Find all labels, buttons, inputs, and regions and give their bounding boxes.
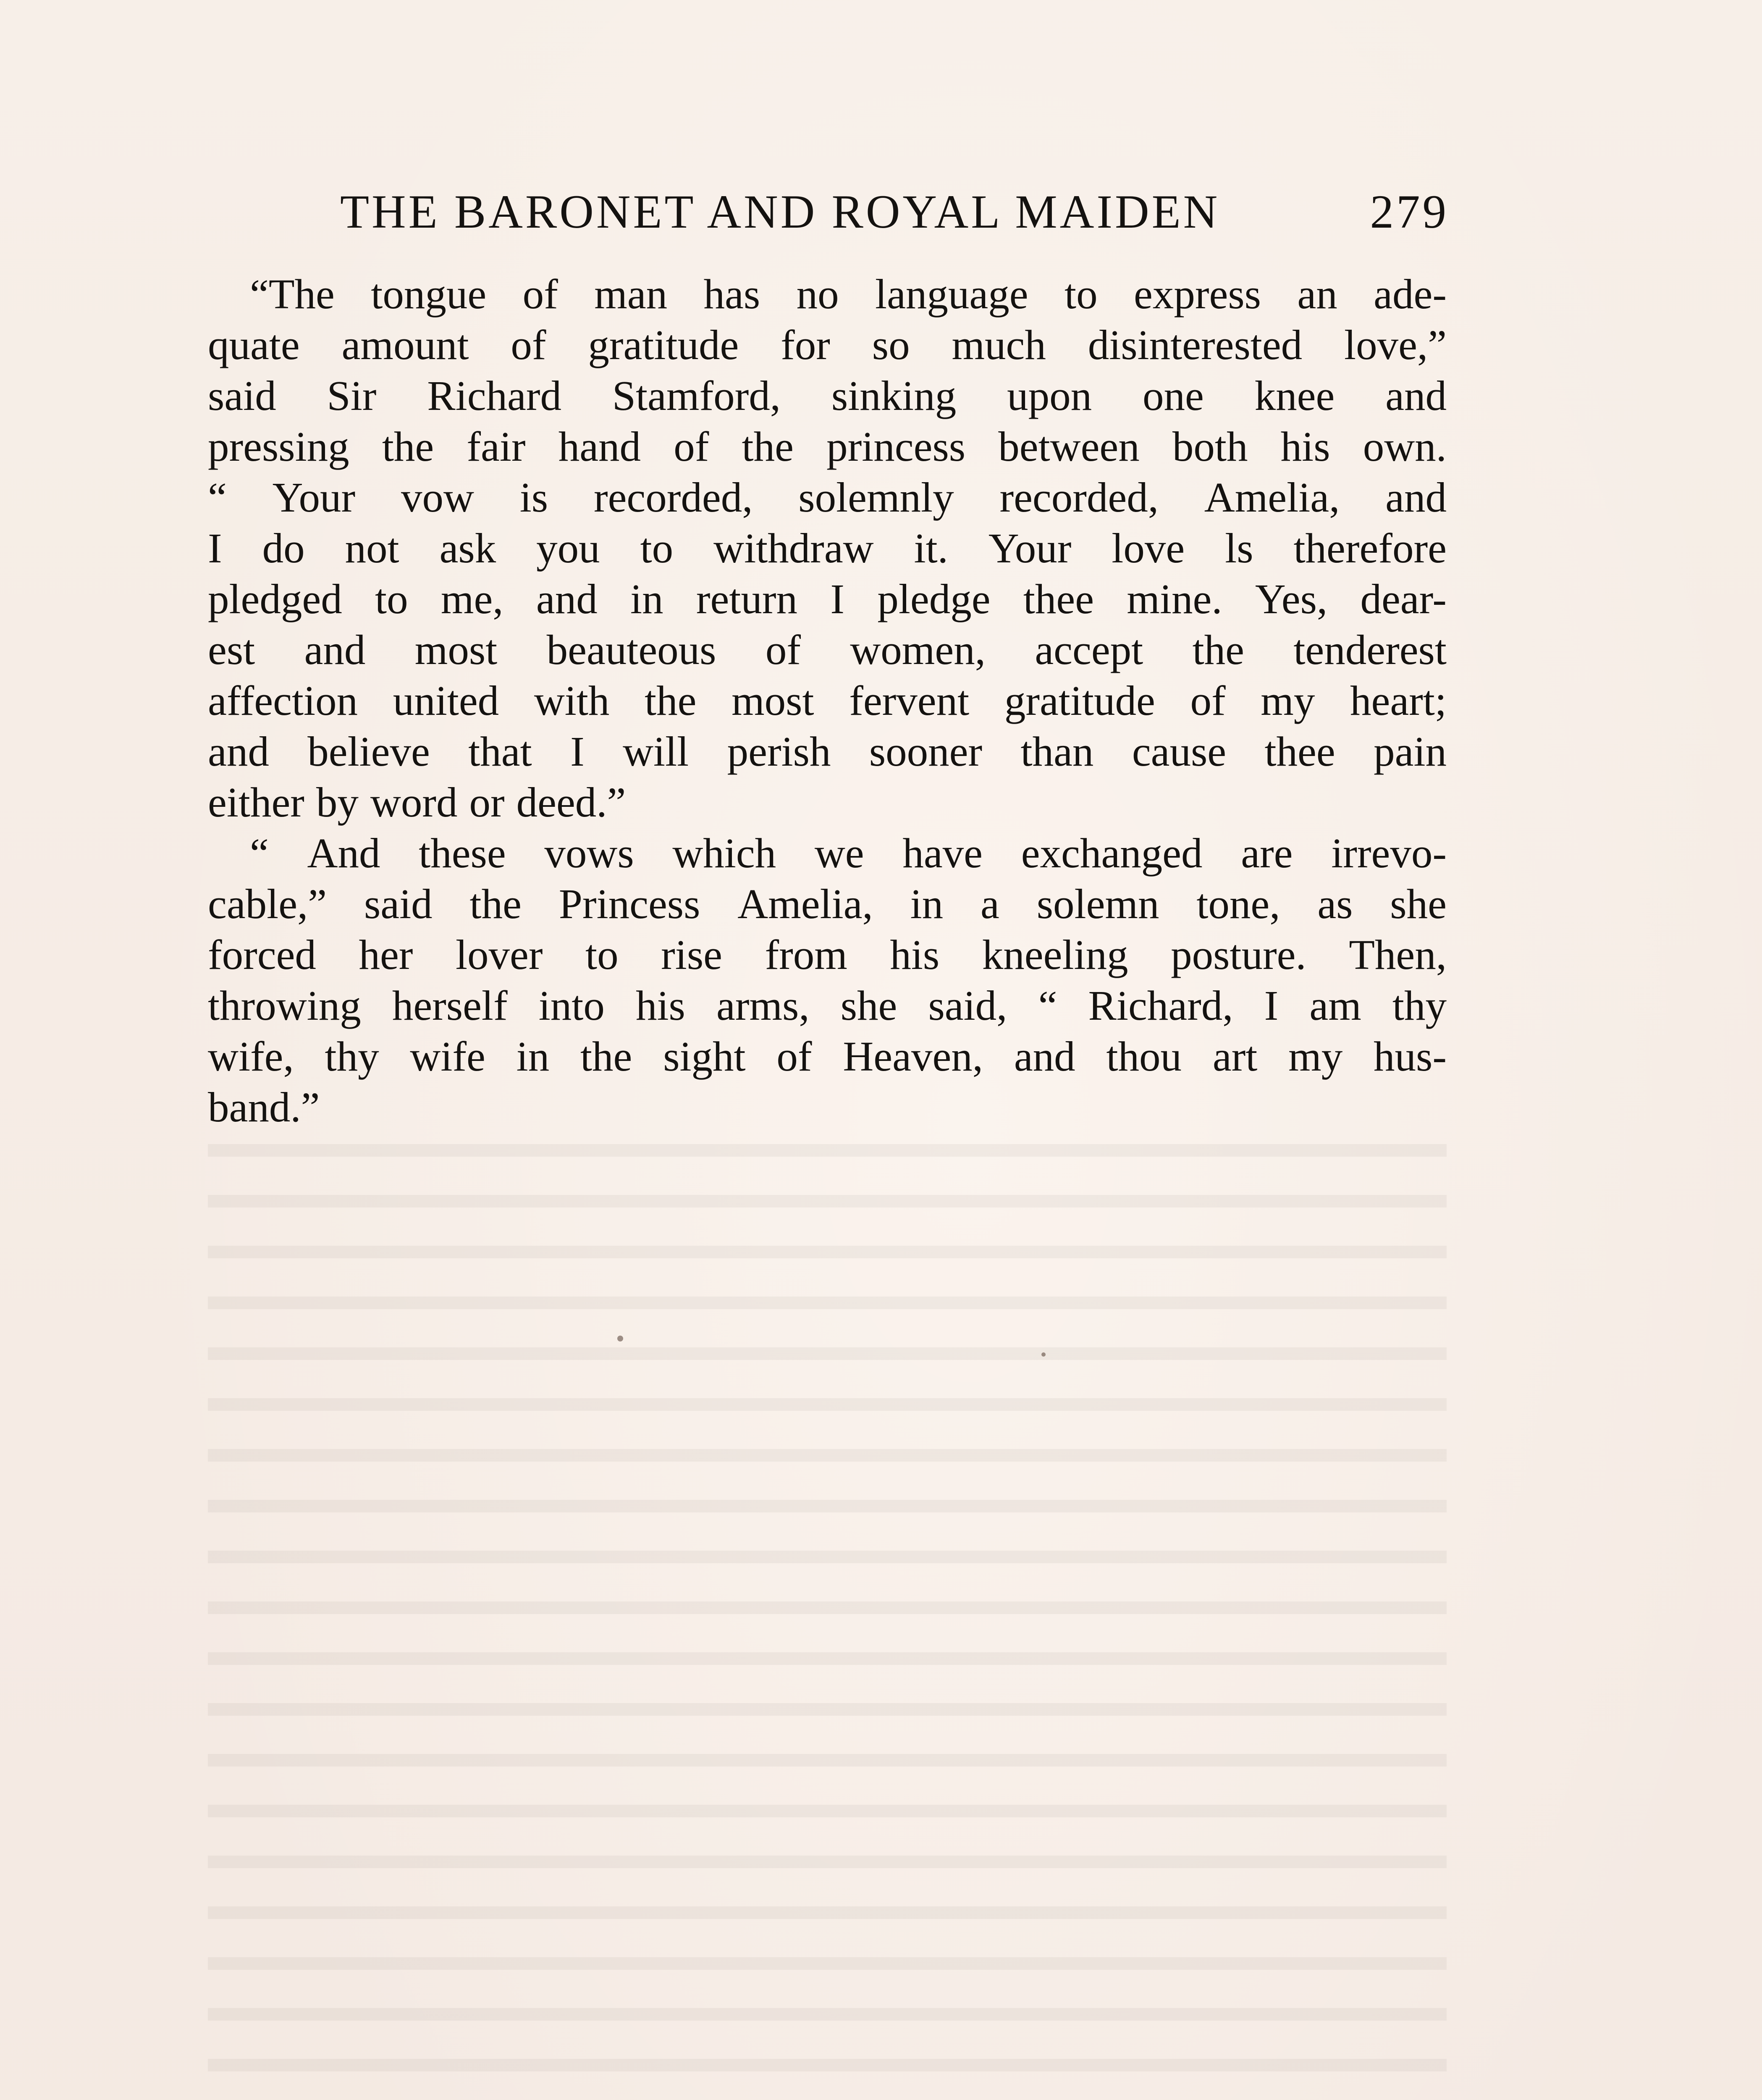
word: it.	[914, 525, 948, 572]
word: hand	[558, 423, 641, 470]
word: own.	[1363, 423, 1447, 470]
word: kneeling	[982, 931, 1128, 978]
word: which	[672, 830, 776, 877]
word: in	[516, 1033, 550, 1080]
text-line	[208, 777, 1447, 828]
word: Stamford,	[612, 372, 781, 419]
word: and	[1385, 474, 1447, 521]
word: knee	[1254, 372, 1335, 419]
word: no	[796, 270, 839, 318]
word: Amelia,	[737, 880, 873, 927]
word: thou	[1106, 1033, 1182, 1080]
body-text	[208, 269, 1447, 1133]
word: pressing	[208, 423, 349, 470]
text-line	[208, 421, 1447, 472]
word: have	[902, 830, 983, 877]
word: for	[781, 321, 830, 368]
word: you	[536, 525, 600, 572]
word: are	[1241, 830, 1293, 877]
text-line	[208, 370, 1447, 421]
word: a	[981, 880, 999, 927]
word: fervent	[849, 677, 970, 724]
text-line	[208, 929, 1447, 980]
running-head	[340, 176, 1449, 248]
word: his	[1280, 423, 1330, 470]
word: me,	[440, 575, 503, 622]
word: so	[872, 321, 910, 368]
word: than	[1020, 728, 1094, 775]
word: quate	[208, 321, 300, 368]
text-line	[208, 523, 1447, 574]
word: irrevo-	[1331, 830, 1447, 877]
word: do	[262, 525, 305, 572]
word: she	[840, 982, 897, 1029]
word: to	[585, 931, 619, 978]
word: fair	[467, 423, 526, 470]
word: an	[1297, 270, 1337, 318]
word: affection	[208, 677, 358, 724]
word: Princess	[558, 880, 700, 927]
word: gratitude	[588, 321, 739, 368]
word: sinking	[831, 372, 957, 419]
word: she	[1390, 880, 1447, 927]
word: princess	[826, 423, 966, 470]
paragraph	[208, 269, 1447, 828]
word: the	[469, 880, 522, 927]
word: the	[1192, 626, 1244, 673]
word: much	[952, 321, 1046, 368]
word: his	[636, 982, 685, 1029]
text-line	[208, 828, 1447, 879]
word: of	[511, 321, 546, 368]
word: of	[522, 270, 558, 318]
word: band.”	[208, 1084, 320, 1131]
word: forced	[208, 931, 316, 978]
word: ask	[439, 525, 496, 572]
text-line	[208, 625, 1447, 675]
paper-speck	[617, 1336, 623, 1341]
word: of	[674, 423, 709, 470]
word: arms,	[716, 982, 810, 1029]
word: most	[732, 677, 814, 724]
word: wife	[410, 1033, 485, 1080]
word: perish	[727, 728, 831, 775]
word: the	[382, 423, 434, 470]
word: the	[742, 423, 794, 470]
text-line	[208, 675, 1447, 726]
word: the	[580, 1033, 632, 1080]
word: into	[538, 982, 605, 1029]
word: with	[534, 677, 610, 724]
word: upon	[1007, 372, 1092, 419]
word: women,	[850, 626, 986, 673]
word: mine.	[1127, 575, 1222, 622]
word: And	[307, 830, 380, 877]
word: not	[345, 525, 399, 572]
word: gratitude	[1004, 677, 1155, 724]
word: we	[814, 830, 864, 877]
word: express	[1134, 270, 1261, 318]
word: I	[208, 525, 222, 572]
word: that	[468, 728, 532, 775]
word: deed.”	[516, 779, 626, 826]
text-line	[208, 269, 1447, 320]
word: united	[393, 677, 499, 724]
word: vows	[544, 830, 634, 877]
word: man	[594, 270, 668, 318]
paper-speck	[1041, 1352, 1046, 1357]
word: beauteous	[546, 626, 716, 673]
word: I	[830, 575, 845, 622]
word: these	[419, 830, 506, 877]
word: said,	[928, 982, 1007, 1029]
page-number: 279	[1370, 186, 1449, 238]
text-line	[208, 574, 1447, 625]
word: tongue	[371, 270, 487, 318]
word: “	[250, 830, 269, 877]
word: to	[640, 525, 674, 572]
word: art	[1212, 1033, 1258, 1080]
word: Yes,	[1255, 575, 1328, 622]
text-line	[208, 1031, 1447, 1082]
word: is	[519, 474, 548, 521]
word: wife,	[208, 1033, 294, 1080]
word: tone,	[1196, 880, 1280, 927]
word: thy	[325, 1033, 379, 1080]
word: thee	[1023, 575, 1094, 622]
word: heart;	[1350, 677, 1447, 724]
word: posture.	[1171, 931, 1306, 978]
word: recorded,	[999, 474, 1159, 521]
word: either	[208, 779, 304, 826]
word: and	[1014, 1033, 1075, 1080]
show-through-text	[208, 1117, 1447, 2100]
word: her	[359, 931, 413, 978]
word: hus-	[1374, 1033, 1447, 1080]
word: disinterested	[1088, 321, 1303, 368]
text-line	[208, 472, 1447, 523]
word: love	[1112, 525, 1185, 572]
word: Then,	[1349, 931, 1447, 978]
word: cause	[1132, 728, 1227, 775]
word: recorded,	[593, 474, 753, 521]
word: cable,”	[208, 880, 327, 927]
word: both	[1172, 423, 1248, 470]
word: Sir	[327, 372, 377, 419]
word: pledged	[208, 575, 342, 622]
word: therefore	[1293, 525, 1447, 572]
word: love,”	[1344, 321, 1447, 368]
word: pain	[1374, 728, 1447, 775]
word: tenderest	[1293, 626, 1447, 673]
word: between	[998, 423, 1140, 470]
word: Heaven,	[843, 1033, 983, 1080]
word: to	[375, 575, 408, 622]
word: language	[875, 270, 1028, 318]
word: exchanged	[1021, 830, 1203, 877]
word: rise	[661, 931, 722, 978]
word: one	[1142, 372, 1204, 419]
word: in	[630, 575, 663, 622]
word: “	[208, 474, 227, 521]
word: of	[776, 1033, 812, 1080]
word: from	[765, 931, 847, 978]
word: ade-	[1374, 270, 1447, 318]
word: the	[645, 677, 697, 724]
paragraph	[208, 828, 1447, 1133]
word: and	[304, 626, 366, 673]
word: Richard	[427, 372, 561, 419]
word: his	[890, 931, 940, 978]
word: or	[469, 779, 505, 826]
running-head-title: THE BARONET AND ROYAL MAIDEN	[340, 186, 1220, 238]
word: solemn	[1036, 880, 1159, 927]
text-line	[208, 879, 1447, 929]
word: by	[316, 779, 359, 826]
text-line	[208, 320, 1447, 370]
word: I	[1264, 982, 1279, 1029]
word: and	[536, 575, 598, 622]
word: said	[364, 880, 433, 927]
word: solemnly	[798, 474, 954, 521]
word: amount	[341, 321, 469, 368]
word: withdraw	[713, 525, 874, 572]
word: dear-	[1360, 575, 1447, 622]
word: herself	[392, 982, 508, 1029]
word: am	[1309, 982, 1361, 1029]
word: will	[623, 728, 689, 775]
word: Amelia,	[1204, 474, 1340, 521]
text-line	[208, 980, 1447, 1031]
word: said	[208, 372, 276, 419]
word: of	[765, 626, 801, 673]
word: ls	[1225, 525, 1253, 572]
word: throwing	[208, 982, 361, 1029]
word: and	[208, 728, 269, 775]
word: “	[1038, 982, 1057, 1029]
word: and	[1385, 372, 1447, 419]
word: most	[414, 626, 498, 673]
word: I	[570, 728, 585, 775]
word: vow	[401, 474, 474, 521]
word: in	[910, 880, 944, 927]
word: of	[1190, 677, 1226, 724]
word: Your	[988, 525, 1072, 572]
word: pledge	[877, 575, 991, 622]
word: lover	[455, 931, 543, 978]
word: sooner	[869, 728, 983, 775]
word: sight	[663, 1033, 746, 1080]
word: Richard,	[1088, 982, 1233, 1029]
word: has	[703, 270, 760, 318]
word: accept	[1035, 626, 1143, 673]
word: thy	[1392, 982, 1447, 1029]
word: return	[696, 575, 798, 622]
word: Your	[272, 474, 356, 521]
word: est	[208, 626, 255, 673]
word: believe	[307, 728, 430, 775]
word: as	[1317, 880, 1353, 927]
word: word	[370, 779, 458, 826]
word: thee	[1264, 728, 1335, 775]
word: to	[1065, 270, 1098, 318]
word: my	[1261, 677, 1315, 724]
word: my	[1288, 1033, 1343, 1080]
text-line	[208, 726, 1447, 777]
word: “The	[250, 270, 335, 318]
